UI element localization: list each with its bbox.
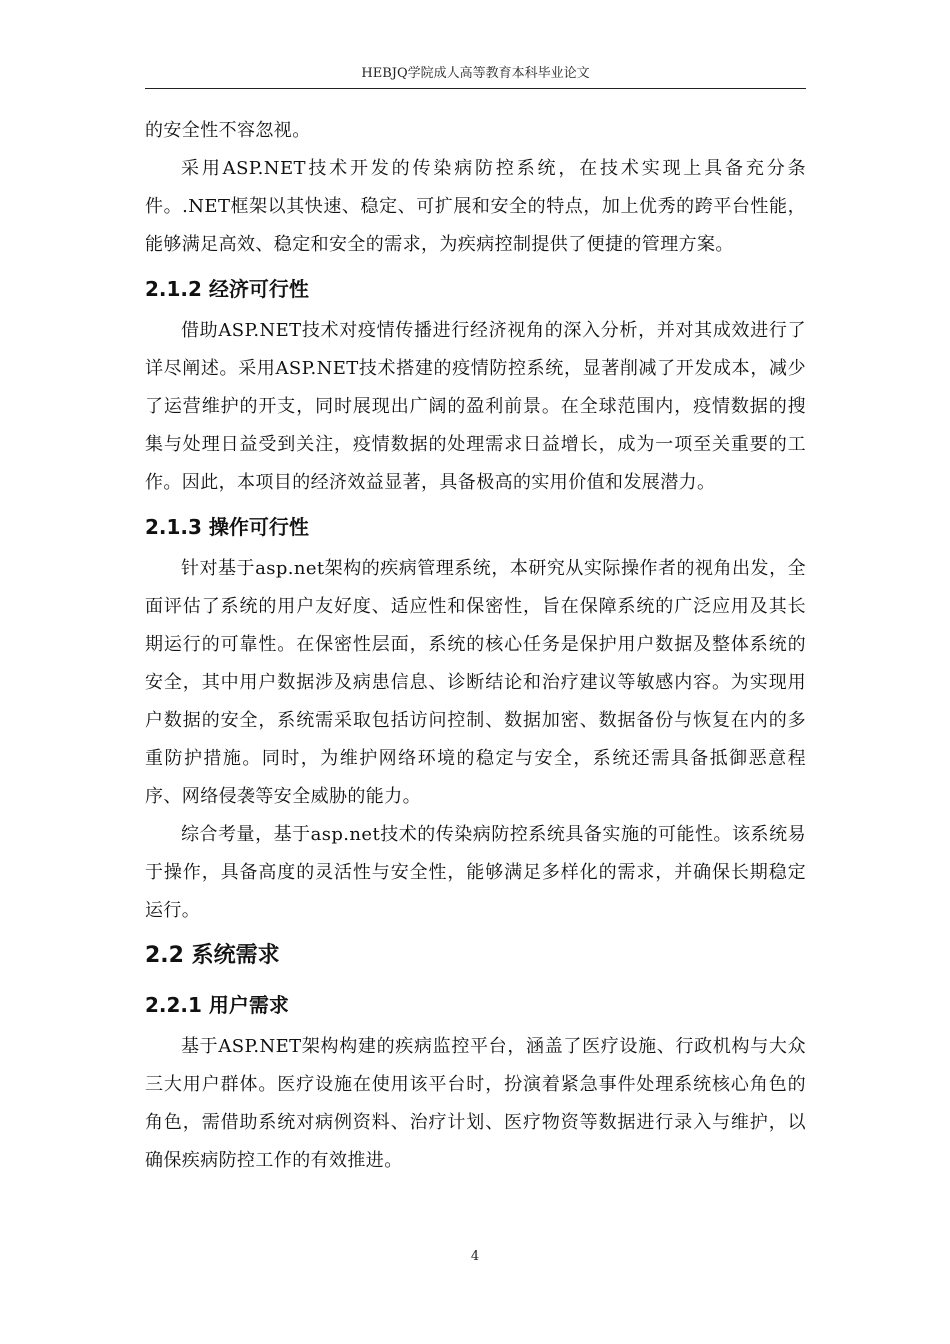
heading-2-1-3: 2.1.3 操作可行性 — [145, 515, 309, 539]
heading-2-2: 2.2 系统需求 — [145, 943, 280, 968]
paragraph-technical-feasibility: 采用ASP.NET技术开发的传染病防控系统，在技术实现上具备充分条件。.NET框架以其快速、稳定、可扩展和安全的特点，加上优秀的跨平台性能，能够满足高效、稳定和安全的需求，为疾病控制提供了便捷的管理方案。 — [145, 158, 806, 255]
page-number: 4 — [470, 1249, 480, 1264]
paragraph-continuation: 的安全性不容忽视。 — [145, 120, 311, 141]
header-title: HEBJQ学院成人高等教育本科毕业论文 — [361, 66, 590, 81]
paragraph-economic-feasibility: 借助ASP.NET技术对疫情传播进行经济视角的深入分析，并对其成效进行了详尽阐述。采用ASP.NET技术搭建的疫情防控系统，显著削减了开发成本，减少了运营维护的开支，同时展现出广阔的盈利前景。在全球范围内，疫情数据的搜集与处理日益受到关注，疫情数据的处理需求日益增长，成为一项至关重要的工作。因此，本项目的经济效益显著，具备极高的实用价值和发展潜力。 — [145, 320, 806, 493]
paragraph-operational-feasibility: 针对基于asp.net架构的疾病管理系统，本研究从实际操作者的视角出发，全面评估了系统的用户友好度、适应性和保密性，旨在保障系统的广泛应用及其长期运行的可靠性。在保密性层面，系统的核心任务是保护用户数据及整体系统的安全，其中用户数据涉及病患信息、诊断结论和治疗建议等敏感内容。为实现用户数据的安全，系统需采取包括访问控制、数据加密、数据备份与恢复在内的多重防护措施。同时，为维护网络环境的稳定与安全，系统还需具备抵御恶意程序、网络侵袭等安全威胁的能力。 — [145, 558, 806, 807]
document-body — [145, 112, 806, 1180]
page-header — [145, 64, 806, 89]
heading-2-2-1: 2.2.1 用户需求 — [145, 993, 289, 1017]
paragraph-user-requirements: 基于ASP.NET架构构建的疾病监控平台，涵盖了医疗设施、行政机构与大众三大用户群体。医疗设施在使用该平台时，扮演着紧急事件处理系统核心角色的角色，需借助系统对病例资料、治疗计划、医疗物资等数据进行录入与维护，以确保疾病防控工作的有效推进。 — [145, 1036, 806, 1171]
heading-2-1-2: 2.1.2 经济可行性 — [145, 277, 309, 301]
paragraph-summary: 综合考量，基于asp.net技术的传染病防控系统具备实施的可能性。该系统易于操作，具备高度的灵活性与安全性，能够满足多样化的需求，并确保长期稳定运行。 — [145, 824, 806, 921]
